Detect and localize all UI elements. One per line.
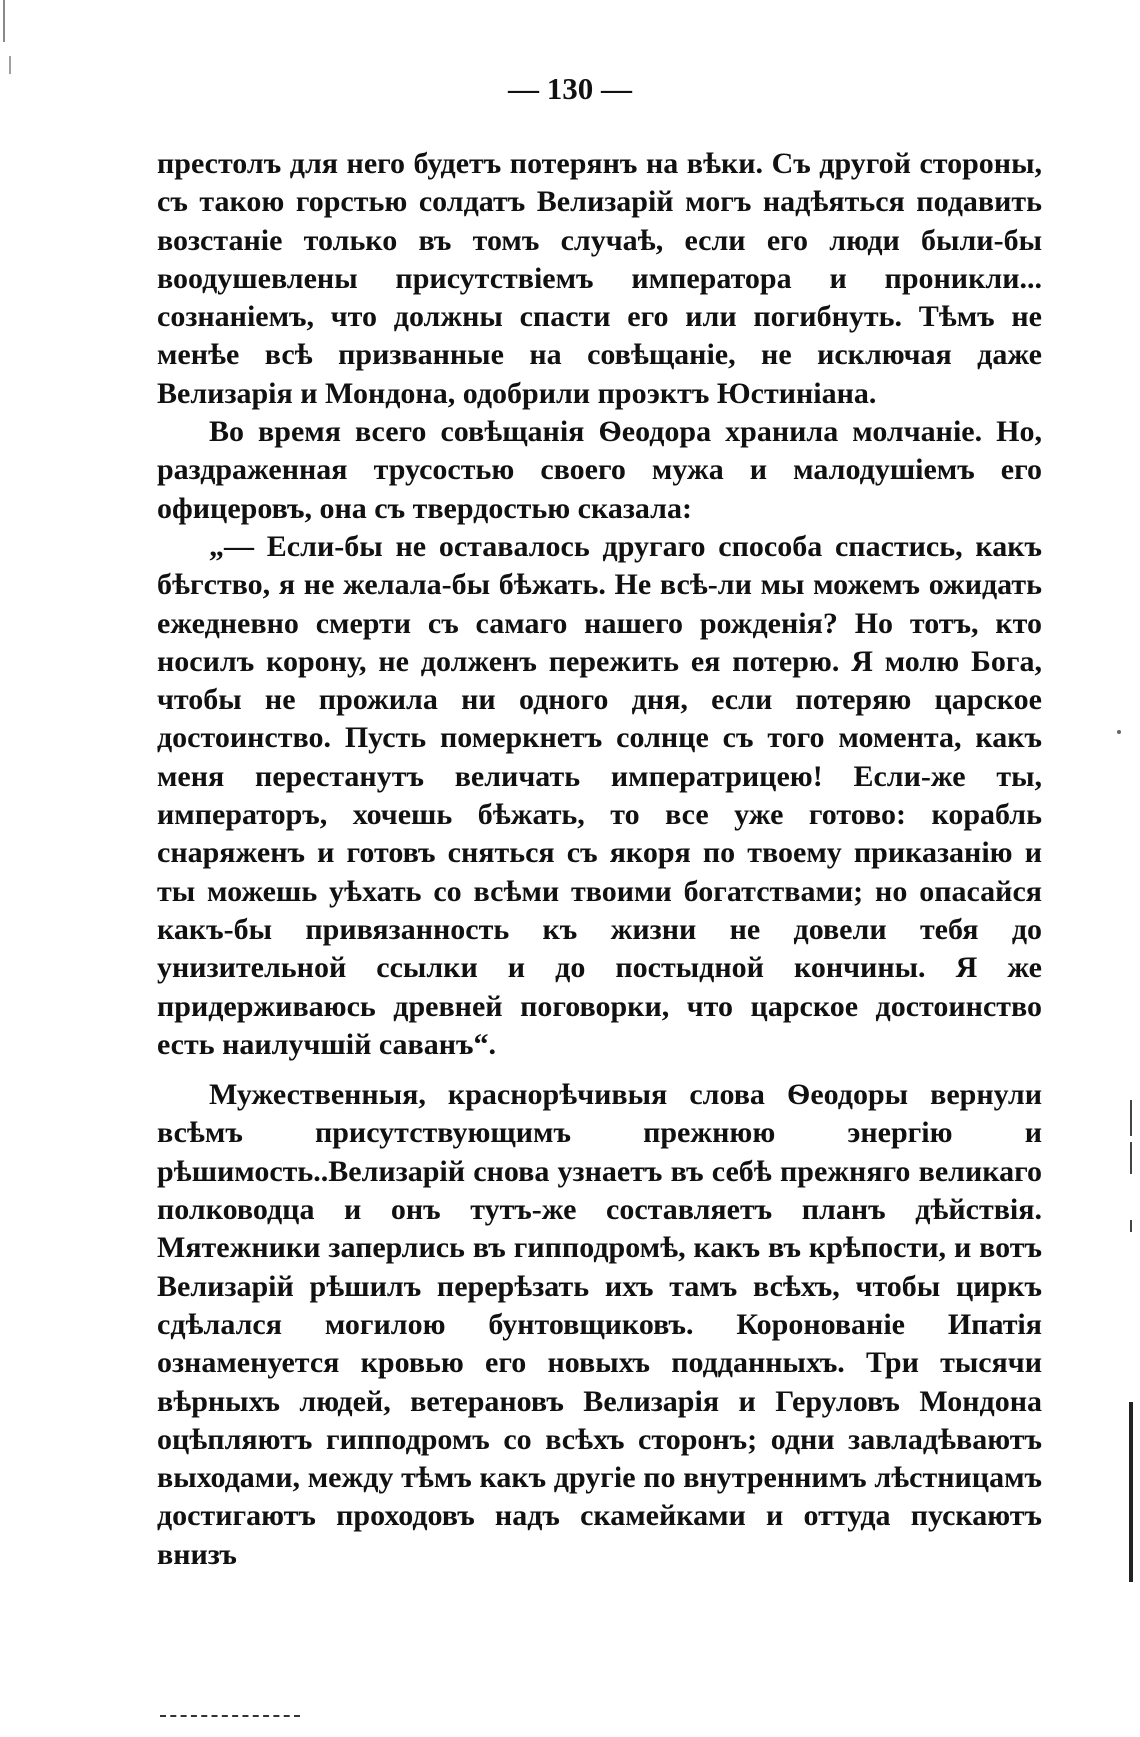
right-margin-marks	[1108, 0, 1140, 1737]
margin-bar-thick	[1129, 1402, 1133, 1582]
paragraph: Мужественныя, краснорѣчивыя слова Ѳеодоры вернули всѣмъ присутствующимъ прежнюю энергію и рѣшимость..Велизарій снова узнаетъ въ себѣ прежняго великаго полководца и онъ тутъ-же составляетъ планъ дѣйствія. Мятежники заперлись въ гипподромѣ, какъ въ крѣпости, и вотъ Велизарій рѣшилъ перерѣзать ихъ тамъ всѣхъ, чтобы циркъ сдѣлался могилою бунтовщиковъ. Коронованіе Ипатія ознаменуется кровью его новыхъ подданныхъ. Три тысячи вѣрныхъ людей, ветерановъ Велизарія и Геруловъ Мондона оцѣпляютъ гипподромъ со всѣхъ сторонъ; одни завладѣваютъ выходами, между тѣмъ какъ другіе по внутреннимъ лѣстницамъ достигаютъ проходовъ надъ скамейками и оттуда пускаютъ внизъ	[157, 1078, 1042, 1571]
margin-bar	[1130, 1220, 1132, 1232]
page-text	[157, 145, 1042, 1574]
bottom-scribble	[160, 1715, 300, 1718]
page-number: — 130 —	[508, 71, 632, 106]
left-edge-scratches	[0, 0, 20, 1737]
margin-dot	[1117, 730, 1121, 734]
quote-paragraph: „— Если-бы не оставалось другаго способа спастись, какъ бѣгство, я не желала-бы бѣжать. Не всѣ-ли мы можемъ ожидать ежедневно смерти съ самаго нашего рожденія? Но тотъ, кто носилъ корону, не долженъ пережить ея потерю. Я молю Бога, чтобы не прожила ни одного дня, если потеряю царское достоинство. Пусть померкнетъ солнце съ того момента, какъ меня перестанутъ величать императрицею! Если-же ты, императоръ, хочешь бѣжать, то все уже готово: корабль снаряженъ и готовъ сняться съ якоря по твоему приказанію и ты можешь уѣхать со всѣми твоими богатствами; но опасайся какъ-бы привязанность къ жизни не довели тебя до унизительной ссылки и до постыдной кончины. Я же придерживаюсь древней поговорки, что царское достоинство есть наилучшій саванъ“.	[157, 529, 1042, 1061]
margin-bar	[1130, 1142, 1132, 1174]
paragraph: Во время всего совѣщанія Ѳеодора хранила молчаніе. Но, раздраженная трусостью своего мужа и малодушіемъ его офицеровъ, она съ твердостью сказала:	[157, 415, 1042, 525]
margin-bar	[1130, 1100, 1132, 1136]
scratch-mark	[3, 0, 5, 42]
paragraph: престолъ для него будетъ потерянъ на вѣки. Съ другой стороны, съ такою горстью солдатъ Велизарій могъ надѣяться подавить возстаніе только въ томъ случаѣ, если его люди были-бы воодушевлены присутствіемъ императора и проникли... сознаніемъ, что должны спасти его или погибнуть. Тѣмъ не менѣе всѣ призванные на совѣщаніе, не исключая даже Велизарія и Мондона, одобрили проэктъ Юстиніана.	[157, 147, 1042, 410]
